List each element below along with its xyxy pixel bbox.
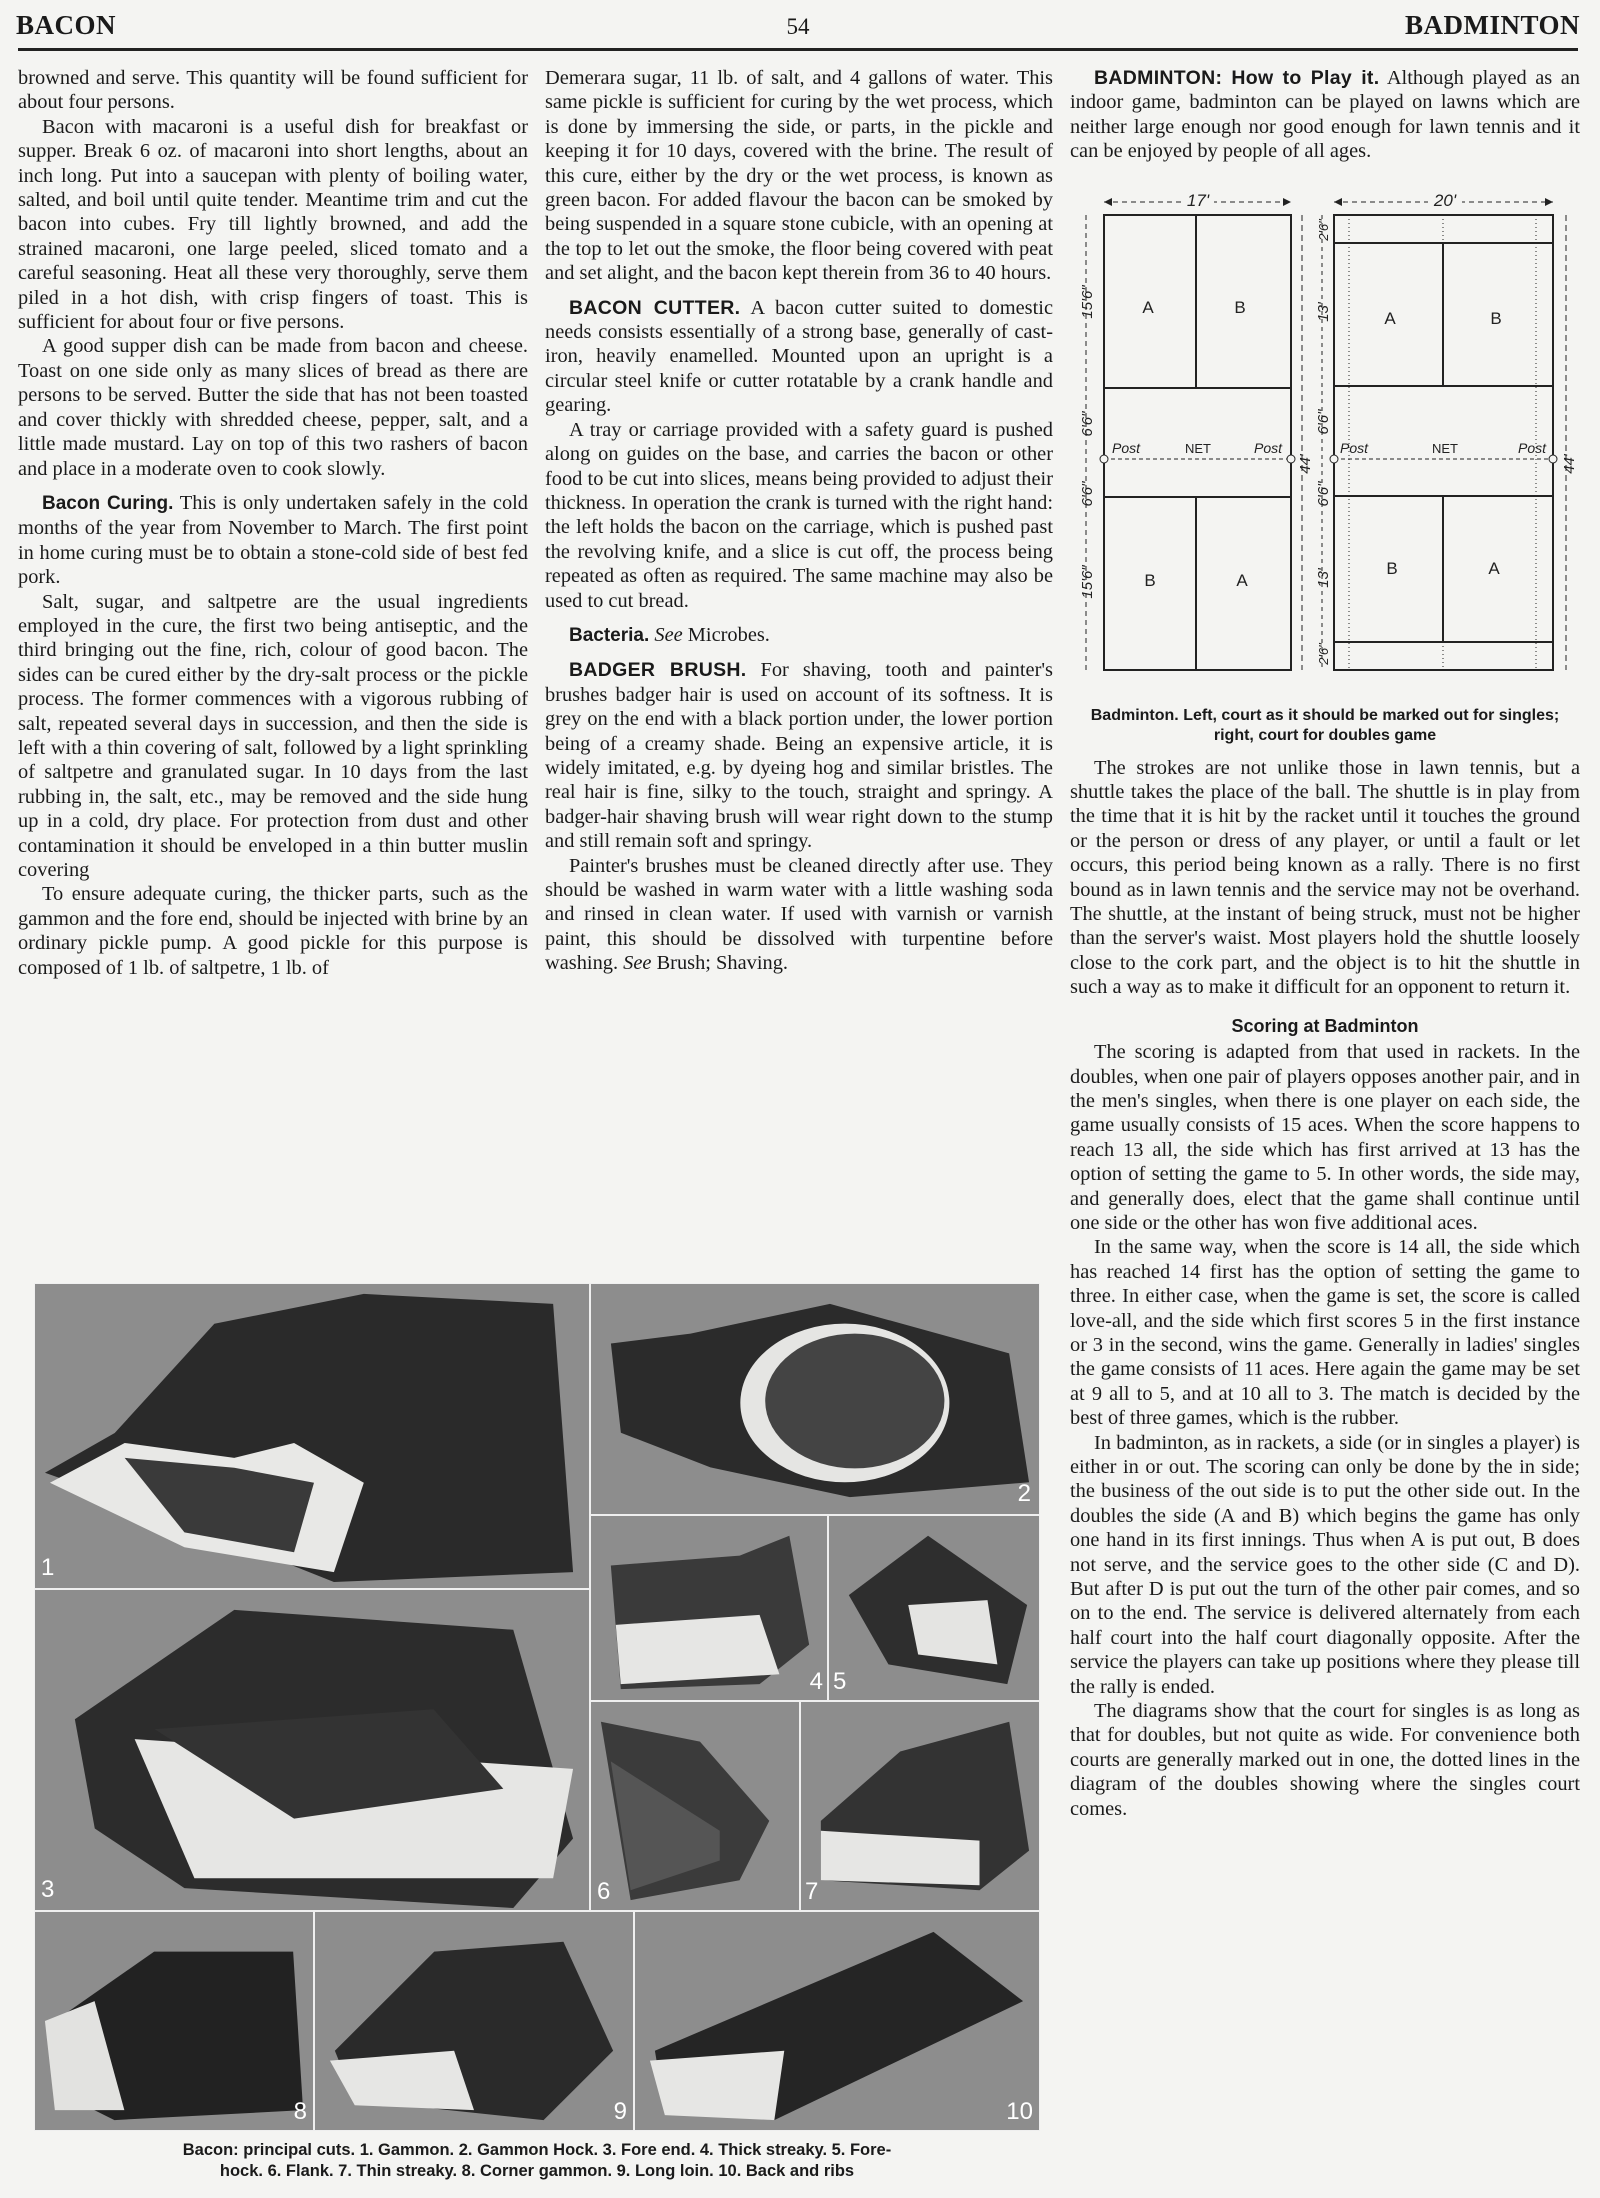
column-1 xyxy=(18,66,528,980)
svg-text:Post: Post xyxy=(1253,439,1282,456)
svg-text:B: B xyxy=(1386,558,1398,578)
entry-heading: Bacteria. xyxy=(569,624,650,646)
page-number: 54 xyxy=(786,14,810,39)
svg-text:B: B xyxy=(1144,570,1156,590)
paragraph: Painter's brushes must be cleaned directly after use. They should be washed in warm water with a little washing soda and rinsed in clean water. If used with varnish or varnish paint, this should be dissolved with turpentine before washing. See Brush; Shaving. xyxy=(545,854,1053,975)
svg-text:6'6": 6'6" xyxy=(1079,481,1096,507)
photo-number: 8 xyxy=(293,2098,307,2125)
paragraph: browned and serve. This quantity will be found sufficient for about four persons. xyxy=(18,67,528,114)
svg-text:15'6": 15'6" xyxy=(1079,285,1096,319)
photo-thin-streaky xyxy=(800,1701,1040,1911)
entry-heading: BACON CUTTER. xyxy=(569,296,741,319)
paragraph: Salt, sugar, and saltpetre are the usual ingredients employed in the cure, the first two being antiseptic, and the third bringing out the fine, rich, colour of good bacon. The sides can be cured either by the dry-salt process or the pickle process. The former commences with a vigorous rubbing of salt, repeated several days in succession, and then the side is left with a thin covering of salt, followed by a light sprinkling of saltpetre and granulated sugar. In 10 days from the last rubbing in, the salt, etc., may be removed and the side hung up in a cold, dry place. For protection from dust and other contamination it should be enveloped in a thin butter muslin covering xyxy=(18,590,528,881)
svg-text:6'6": 6'6" xyxy=(1315,481,1332,507)
photo-fore-hock xyxy=(828,1515,1040,1701)
svg-text:44': 44' xyxy=(1297,453,1314,474)
svg-text:13': 13' xyxy=(1315,301,1332,322)
bacon-cuts-photo-plate xyxy=(34,1283,1040,2131)
paragraph: Although played as an indoor game, badminton can be played on lawns which are neither large enough nor good enough for lawn tennis and it can be enjoyed by people of all ages. xyxy=(1070,67,1580,163)
svg-text:A: A xyxy=(1488,558,1500,578)
photo-number: 2 xyxy=(1017,1480,1031,1507)
svg-text:NET: NET xyxy=(1185,440,1211,456)
svg-text:A: A xyxy=(1384,308,1396,328)
entry-badminton xyxy=(1070,66,1580,164)
svg-text:B: B xyxy=(1234,297,1246,317)
paragraph: This is only undertaken safely in the cold months of the year from November to March. The first point in home curing must be to obtain a stone-cold side of best fed pork. xyxy=(18,491,528,589)
entry-heading: BADGER BRUSH. xyxy=(569,659,747,682)
svg-text:A: A xyxy=(1236,570,1248,590)
diagram-caption: Badminton. Left, court as it should be marked out for singles; right, court for doubles game xyxy=(1090,706,1560,744)
cross-reference[interactable]: Microbes. xyxy=(687,623,770,646)
paragraph: A tray or carriage provided with a safety guard is pushed along on guides on the base, and carries the bacon or other food to be cut into slices, means being provided to adjust their thickness. In operation the crank is turned with the right hand: the left holds the bacon on the carriage, which is pushed past the revolving knife, and a slice is cut off, the process being repeated as often as required. The same machine may also be used to cut bread. xyxy=(545,418,1053,612)
photo-number: 5 xyxy=(833,1668,847,1695)
svg-text:NET: NET xyxy=(1432,440,1458,456)
svg-text:A: A xyxy=(1142,297,1154,317)
photo-flank xyxy=(590,1701,800,1911)
svg-text:Post: Post xyxy=(1340,439,1369,456)
entry-bacteria xyxy=(545,623,1053,648)
photo-number: 6 xyxy=(597,1878,611,1905)
cross-reference[interactable]: Brush; Shaving. xyxy=(656,952,788,975)
photo-thick-streaky xyxy=(590,1515,828,1701)
photo-gammon xyxy=(34,1283,590,1589)
entry-bacon-cutter xyxy=(545,296,1053,418)
section-heading-scoring: Scoring at Badminton xyxy=(1231,1015,1419,1036)
svg-text:15'6": 15'6" xyxy=(1079,565,1096,599)
column-3 xyxy=(1070,66,1580,1821)
svg-text:20': 20' xyxy=(1433,190,1457,210)
photo-corner-gammon xyxy=(34,1911,314,2131)
svg-text:Post: Post xyxy=(1517,439,1546,456)
svg-text:2'6": 2'6" xyxy=(1316,642,1331,665)
left-guide-word: BACON xyxy=(16,10,117,40)
photo-number: 10 xyxy=(1006,2098,1033,2125)
entry-bacon-curing xyxy=(18,491,528,590)
photo-number: 9 xyxy=(613,2098,627,2125)
paragraph: In badminton, as in rackets, a side (or in singles a player) is either in or out. The scoring can only be done by the in side; the business of the out side is to put the other side out. In the doubles the side (A and B) which begins the game has only one hand in its first innings. Thus when A is put out, B does not serve, and the service goes to the other side (C and D). But after D is put out the turn of the other pair comes, and so on to the end. The service is delivered alternately from each half court into the half court diagonally opposite. After the service the players can take up positions where they please till the rally is ended. xyxy=(1070,1431,1580,1698)
column-2 xyxy=(545,66,1053,976)
photo-long-loin xyxy=(314,1911,634,2131)
subentry-heading: Bacon Curing. xyxy=(42,492,174,514)
paragraph: A bacon cutter suited to domestic needs consists essentially of a strong base, generally of cast-iron, heavily enamelled. Mounted upon an upright is a circular steel knife or cutter rotatable by a crank handle and gearing. xyxy=(545,296,1053,417)
entry-badger-brush xyxy=(545,658,1053,853)
photo-gammon-hock xyxy=(590,1283,1040,1515)
photo-back-and-ribs xyxy=(634,1911,1040,2131)
paragraph: To ensure adequate curing, the thicker parts, such as the gammon and the fore end, should be injected with brine by an ordinary pickle pump. A good pickle for this purpose is composed of 1 lb. of saltpetre, 1 lb. of xyxy=(18,883,528,979)
photo-number: 3 xyxy=(41,1876,55,1903)
photo-number: 7 xyxy=(805,1878,819,1905)
photo-number: 1 xyxy=(41,1554,55,1581)
svg-text:B: B xyxy=(1490,308,1502,328)
paragraph: The diagrams show that the court for singles is as long as that for doubles, but not quite as wide. For convenience both courts are generally marked out in one, the dotted lines in the diagram of the doubles showing where the singles court comes. xyxy=(1070,1700,1580,1820)
svg-text:6'6": 6'6" xyxy=(1079,411,1096,437)
see-label: See xyxy=(623,952,652,975)
header-rule xyxy=(18,48,1578,51)
paragraph: A good supper dish can be made from bacon and cheese. Toast on one side only as many slices of bread as there are persons to be served. Butter the side that has not been toasted and cover thickly with shredded cheese, pepper, salt, and a little made mustard. Lay on top of this two rashers of bacon and place in a moderate oven to cook slowly. xyxy=(18,335,528,480)
svg-text:17': 17' xyxy=(1186,190,1210,210)
right-guide-word: BADMINTON xyxy=(1404,10,1580,40)
running-header xyxy=(16,8,1580,52)
paragraph: For shaving, tooth and painter's brushes badger hair is used on account of its softness. It is grey on the end with a black portion under, the lower portion being of a creamy shade. Being an expensive article, it is widely imitated, e.g. by dyeing hog and similar bristles. The real hair is fine, silky to the touch, straight and springy. A badger-hair shaving brush will wear right down to the stump and still remain soft and springy. xyxy=(545,659,1053,853)
paragraph: Bacon with macaroni is a useful dish for breakfast or supper. Break 6 oz. of macaroni into short lengths, about an inch long. Put into a saucepan with plenty of boiling water, salted, and boil until quite tender. Meantime trim and cut the bacon into cubes. Fry till lightly browned, and add the strained macaroni, one large peeled, sliced tomato and a careful seasoning. Heat all these very thoroughly, serve them piled in a hot dish, with crisp fingers of toast. This is sufficient for about four or five persons. xyxy=(18,115,528,334)
see-label: See xyxy=(654,623,683,646)
svg-text:2'6": 2'6" xyxy=(1316,218,1331,241)
svg-text:Post: Post xyxy=(1112,439,1141,456)
paragraph: The strokes are not unlike those in lawn tennis, but a shuttle takes the place of the ball. The shuttle is in play from the time that it is hit by the racket until it touches the ground or the person or dress of any player, or until a fault or let occurs, this period being known as a rally. There is no first bound as in lawn tennis and the service may not be overhand. The shuttle, at the instant of being struck, must not be higher than the server's waist. Most players hold the shuttle loosely close to the cork part, and the object is to hit the shuttle in such a way as to make it difficult for an opponent to return it. xyxy=(1070,756,1580,999)
svg-text:13': 13' xyxy=(1315,567,1332,588)
paragraph: The scoring is adapted from that used in rackets. In the doubles, when one pair of players opposes another pair, and in the men's singles, when there is one player on each side, the game usually consists of 15 aces. When the score happens to reach 13 all, the side which has first arrived at 13 has the option of setting the game to 5. In other words, the side may, and generally does, elect that the game shall continue until one side or the other has won five additional aces. xyxy=(1070,1041,1580,1234)
paragraph: In the same way, when the score is 14 all, the side which has reached 14 first has the option of setting the game to three. In either case, when the game is set, the score is called love-all, and the side which first scores 5 in the first instance or 3 in the second, wins the game. Generally in ladies' singles the game consists of 11 aces. Here again the game may be set at 9 all to 5, and at 10 all to 3. The match is decided by the best of three games, which is the rubber. xyxy=(1070,1236,1580,1430)
badminton-court-diagram xyxy=(1070,182,1580,702)
entry-heading: BADMINTON: How to Play it. xyxy=(1094,67,1380,89)
photo-number: 4 xyxy=(809,1668,823,1695)
svg-text:44': 44' xyxy=(1561,453,1578,474)
svg-text:6'6": 6'6" xyxy=(1315,409,1332,435)
photo-fore-end xyxy=(34,1589,590,1911)
photo-plate-caption: Bacon: principal cuts. 1. Gammon. 2. Gammon Hock. 3. Fore end. 4. Thick streaky. 5. Fore- hock. 6. Flank. 7. Thin streaky. 8. Corner gammon. 9. Long loin. 10. Back and ribs xyxy=(182,2141,892,2180)
paragraph: Demerara sugar, 11 lb. of salt, and 4 gallons of water. This same pickle is sufficient for curing by the wet process, which is done by immersing the side, or parts, in the pickle and keeping it for 10 days, covered with the brine. The result of this cure, either by the dry or the wet process, is known as green bacon. For added flavour the bacon can be smoked by being suspended in a square stone cubicle, with an opening at the top to let out the smoke, the floor being covered with peat and set alight, and the bacon kept therein from 36 to 40 hours. xyxy=(545,67,1053,285)
